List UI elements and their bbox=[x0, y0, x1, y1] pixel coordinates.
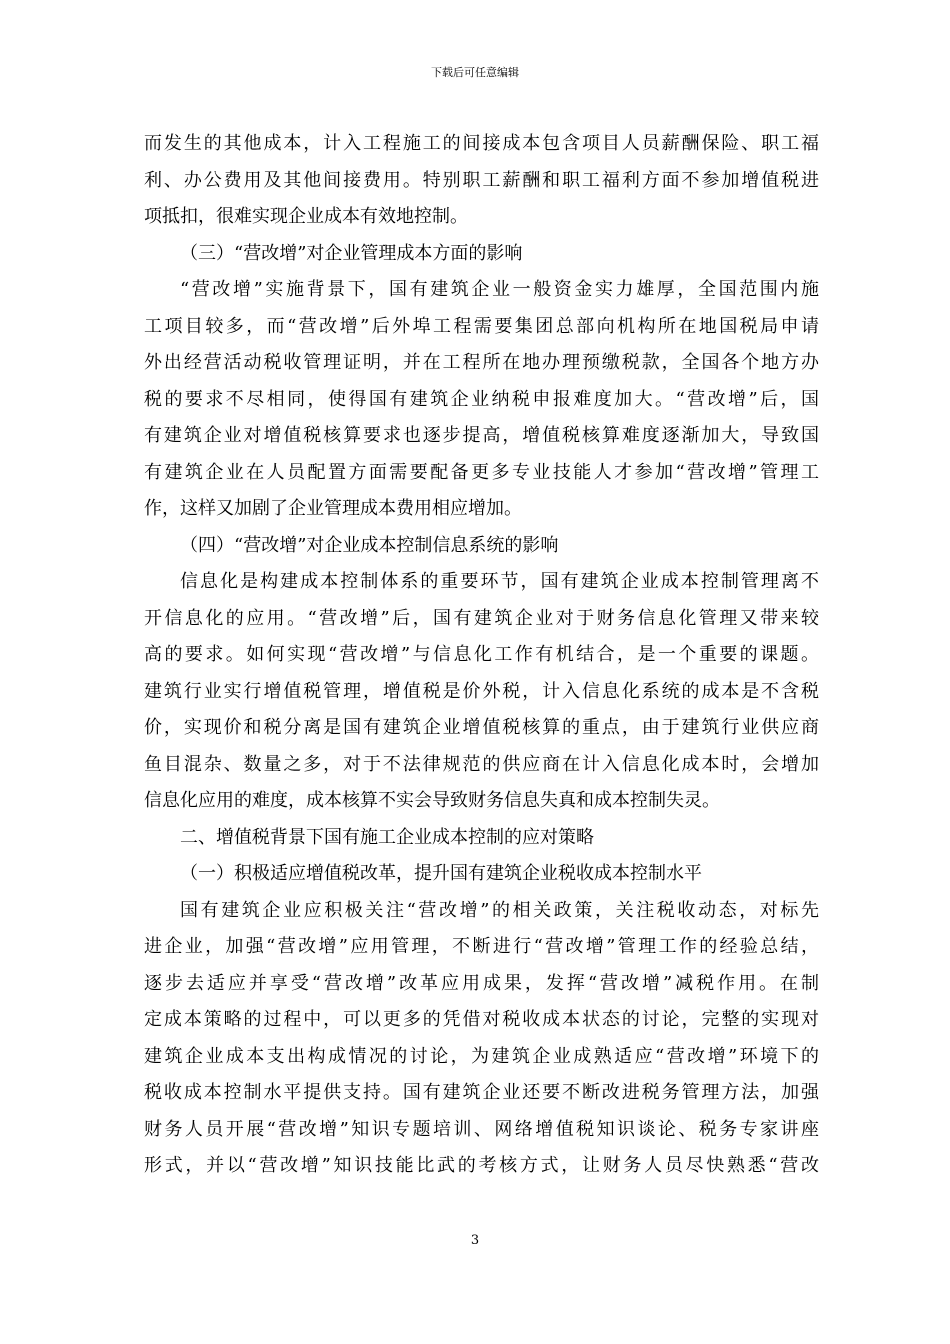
body-line: 信息化应用的难度，成本核算不实会导致财务信息失真和成本控制失灵。 bbox=[144, 790, 720, 811]
section-heading: 二、增值税背景下国有施工企业成本控制的应对策略 bbox=[180, 826, 594, 848]
body-line: 税收成本控制水平提供支持。国有建筑企业还要不断改进税务管理方法，加强 bbox=[144, 1082, 819, 1103]
body-line: 进企业，加强“营改增”应用管理，不断进行“营改增”管理工作的经验总结， bbox=[144, 936, 819, 957]
body-line: 有建筑企业对增值税核算要求也逐步提高，增值税核算难度逐渐加大，导致国 bbox=[144, 425, 819, 446]
body-line: 国有建筑企业应积极关注“营改增”的相关政策，关注税收动态，对标先 bbox=[180, 899, 819, 921]
section-heading: （三）“营改增”对企业管理成本方面的影响 bbox=[180, 242, 523, 264]
body-line: 作，这样又加剧了企业管理成本费用相应增加。 bbox=[144, 498, 522, 519]
page-number: 3 bbox=[470, 1233, 480, 1248]
body-line: 有建筑企业在人员配置方面需要配备更多专业技能人才参加“营改增”管理工 bbox=[144, 461, 819, 483]
body-line: 价，实现价和税分离是国有建筑企业增值税核算的重点，由于建筑行业供应商 bbox=[144, 717, 819, 738]
body-line: 项抵扣，很难实现企业成本有效地控制。 bbox=[144, 206, 468, 227]
body-line: 利、办公费用及其他间接费用。特别职工薪酬和职工福利方面不参加增值税进 bbox=[144, 169, 819, 191]
body-line: 鱼目混杂、数量之多，对于不法律规范的供应商在计入信息化成本时，会增加 bbox=[144, 753, 819, 775]
page-header: 下载后可任意编辑 bbox=[431, 66, 519, 79]
body-line: 开信息化的应用。“营改增”后，国有建筑企业对于财务信息化管理又带来较 bbox=[144, 607, 819, 629]
body-line: “营改增”实施背景下，国有建筑企业一般资金实力雄厚，全国范围内施 bbox=[180, 279, 819, 300]
body-line: 逐步去适应并享受“营改增”改革应用成果，发挥“营改增”减税作用。在制 bbox=[144, 972, 819, 994]
body-line: 形式，并以“营改增”知识技能比武的考核方式，让财务人员尽快熟悉“营改 bbox=[144, 1155, 819, 1176]
body-line: 信息化是构建成本控制体系的重要环节，国有建筑企业成本控制管理离不 bbox=[180, 571, 819, 592]
section-heading: （一）积极适应增值税改革，提升国有建筑企业税收成本控制水平 bbox=[180, 863, 702, 884]
body-line: 建筑行业实行增值税管理，增值税是价外税，计入信息化系统的成本是不含税 bbox=[144, 680, 819, 702]
body-line: 外出经营活动税收管理证明，并在工程所在地办理预缴税款，全国各个地方办 bbox=[144, 352, 819, 373]
body-line: 定成本策略的过程中，可以更多的凭借对税收成本状态的讨论，完整的实现对 bbox=[144, 1009, 819, 1030]
section-heading: （四）“营改增”对企业成本控制信息系统的影响 bbox=[180, 534, 559, 556]
body-line: 财务人员开展“营改增”知识专题培训、网络增值税知识谈论、税务专家讲座 bbox=[144, 1118, 819, 1140]
body-line: 税的要求不尽相同，使得国有建筑企业纳税申报难度加大。“营改增”后，国 bbox=[144, 388, 819, 410]
body-line: 工项目较多，而“营改增”后外埠工程需要集团总部向机构所在地国税局申请 bbox=[144, 315, 819, 337]
body-line: 建筑企业成本支出构成情况的讨论，为建筑企业成熟适应“营改增”环境下的 bbox=[144, 1045, 819, 1067]
document-body bbox=[144, 126, 819, 1185]
body-line: 而发生的其他成本，计入工程施工的间接成本包含项目人员薪酬保险、职工福 bbox=[144, 133, 819, 154]
body-line: 高的要求。如何实现“营改增”与信息化工作有机结合，是一个重要的课题。 bbox=[144, 644, 819, 665]
